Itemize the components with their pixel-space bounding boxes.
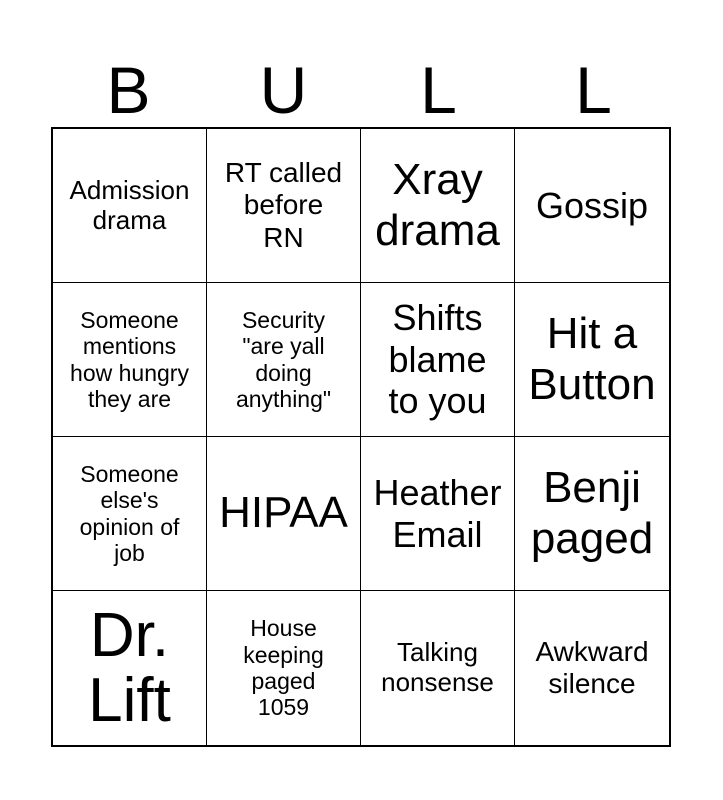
bingo-cell-1-4[interactable] [515,129,669,283]
bingo-board [51,127,671,747]
bingo-cell-4-1[interactable] [53,591,207,745]
bingo-cell-text: HIPAA [219,488,348,538]
bingo-cell-text: Shifts blame to you [388,297,487,422]
bingo-cell-4-2[interactable] [207,591,361,745]
bingo-cell-text: Hit a Button [528,308,656,409]
header-letter-l-2: L [575,53,612,127]
bingo-cell-3-2[interactable] [207,437,361,591]
bingo-header [51,52,671,128]
bingo-cell-2-4[interactable] [515,283,669,437]
bingo-cell-1-2[interactable] [207,129,361,283]
bingo-cell-1-1[interactable] [53,129,207,283]
bingo-cell-3-4[interactable] [515,437,669,591]
bingo-cell-text: Awkward silence [535,635,649,699]
bingo-cell-text: Dr. Lift [88,600,171,735]
bingo-cell-text: Xray drama [375,154,500,255]
bingo-cell-4-4[interactable] [515,591,669,745]
bingo-cell-text: RT called before RN [224,157,343,253]
bingo-cell-2-1[interactable] [53,283,207,437]
header-letter-l-1: L [420,53,457,127]
bingo-cell-3-1[interactable] [53,437,207,591]
bingo-cell-text: House keeping paged 1059 [243,615,324,721]
header-letter-u: U [259,53,308,127]
bingo-cell-text: Security "are yall doing anything" [235,306,332,412]
bingo-cell-text: Heather Email [373,472,502,555]
bingo-cell-text: Benji paged [530,462,654,563]
bingo-cell-text: Talking nonsense [381,637,494,697]
header-letter-b: B [106,53,151,127]
bingo-cell-3-3[interactable] [361,437,515,591]
bingo-cell-text: Admission drama [69,174,190,235]
bingo-cell-text: Gossip [535,184,649,226]
bingo-cell-1-3[interactable] [361,129,515,283]
bingo-cell-2-2[interactable] [207,283,361,437]
bingo-cell-text: Someone mentions how hungry they are [70,306,189,412]
bingo-cell-4-3[interactable] [361,591,515,745]
bingo-cell-2-3[interactable] [361,283,515,437]
bingo-cell-text: Someone else's opinion of job [79,460,180,566]
